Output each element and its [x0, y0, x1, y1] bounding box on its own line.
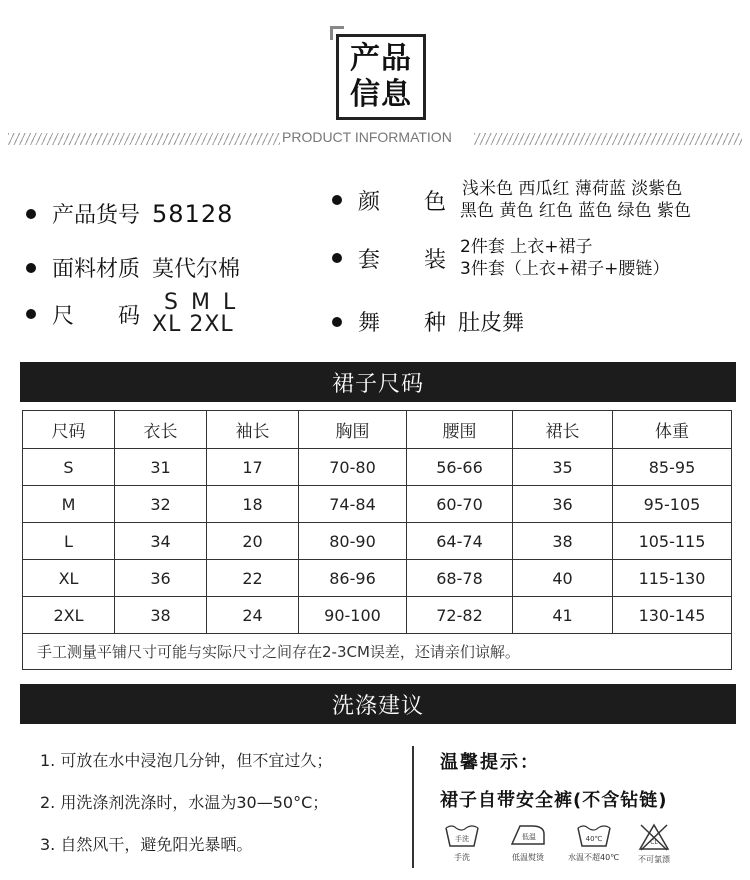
bullet-icon: [332, 195, 342, 205]
bullet-icon: [26, 209, 36, 219]
divider-subtitle: PRODUCT INFORMATION: [282, 129, 452, 145]
product-info: [0, 170, 750, 350]
table-cell: 85-95: [613, 449, 732, 486]
wash-40-symbol: 40℃: [585, 835, 602, 843]
table-cell: 20: [207, 523, 299, 560]
wash-item: 3. 自然风干，避免阳光暴晒。: [40, 835, 253, 854]
bullet-icon: [332, 317, 342, 327]
title-line-2: 信息: [350, 77, 412, 112]
wash-section: [0, 740, 750, 880]
table-cell: 36: [115, 560, 207, 597]
measurement-note: 手工测量平铺尺寸可能与实际尺寸之间存在2-3CM误差，还请亲们谅解。: [23, 634, 732, 670]
table-header-cell: 腰围: [407, 411, 513, 449]
table-header-cell: 裙长: [513, 411, 613, 449]
low-iron-icon: [508, 822, 548, 863]
table-cell: 95-105: [613, 486, 732, 523]
table-cell: 74-84: [299, 486, 407, 523]
table-cell: 130-145: [613, 597, 732, 634]
table-cell: 35: [513, 449, 613, 486]
title-box: [336, 34, 426, 120]
sizes-line-2: XL 2XL: [152, 312, 234, 337]
table-cell: 72-82: [407, 597, 513, 634]
table-note-row: [23, 634, 732, 670]
hand-wash-symbol: 手洗: [455, 835, 469, 843]
table-header-cell: 衣长: [115, 411, 207, 449]
info-row-size: [26, 292, 238, 336]
no-bleach-symbol: CL: [650, 839, 658, 846]
table-header-cell: 体重: [613, 411, 732, 449]
table-header-cell: 袖长: [207, 411, 299, 449]
wash-instructions: [40, 748, 332, 874]
material-label: 面料材质: [52, 257, 141, 282]
info-row-dance: [332, 306, 524, 337]
title-line-1: 产品: [350, 41, 412, 76]
table-cell: 38: [513, 523, 613, 560]
color-values: [460, 178, 691, 222]
bullet-icon: [26, 263, 36, 273]
color-label: 颜 色: [358, 189, 447, 215]
table-cell: 38: [115, 597, 207, 634]
vertical-divider: [412, 746, 414, 868]
dance-value: 肚皮舞: [458, 311, 525, 336]
table-cell: M: [23, 486, 115, 523]
no-bleach-label: 不可氯漂: [638, 855, 670, 864]
set-values: [460, 236, 669, 280]
table-cell: 68-78: [407, 560, 513, 597]
table-cell: 70-80: [299, 449, 407, 486]
table-cell: 36: [513, 486, 613, 523]
item-no-value: 58128: [152, 199, 234, 228]
table-cell: 60-70: [407, 486, 513, 523]
table-cell: 22: [207, 560, 299, 597]
section-divider: [0, 128, 750, 154]
table-header-cell: 胸围: [299, 411, 407, 449]
table-cell: 2XL: [23, 597, 115, 634]
colors-line-2: 黑色 黄色 红色 蓝色 绿色 紫色: [460, 201, 692, 221]
dance-label: 舞 种: [358, 311, 447, 336]
table-cell: 105-115: [613, 523, 732, 560]
info-row-material: [26, 252, 240, 283]
size-values: [152, 292, 238, 336]
colors-line-1: 浅米色 西瓜红 薄荷蓝 淡紫色: [462, 179, 683, 199]
table-cell: 40: [513, 560, 613, 597]
wash-item: 1. 可放在水中浸泡几分钟，但不宜过久；: [40, 751, 333, 770]
table-row: [23, 486, 732, 523]
table-cell: 34: [115, 523, 207, 560]
table-cell: 90-100: [299, 597, 407, 634]
hatch-right: [474, 133, 742, 145]
info-row-item-no: [26, 198, 233, 229]
bullet-icon: [332, 253, 342, 263]
table-cell: 24: [207, 597, 299, 634]
table-header-cell: 尺码: [23, 411, 115, 449]
tips-text: 裙子自带安全裤(不含钻链): [440, 790, 668, 811]
hatch-left: [8, 133, 280, 145]
wash-40-label: 水温不超40℃: [568, 853, 620, 862]
table-cell: 18: [207, 486, 299, 523]
table-cell: 31: [115, 449, 207, 486]
table-header-row: [23, 411, 732, 449]
size-section-header: 裙子尺码: [20, 362, 736, 402]
bullet-icon: [26, 309, 36, 319]
low-iron-label: 低温熨烫: [512, 853, 544, 862]
table-cell: 56-66: [407, 449, 513, 486]
table-row: [23, 523, 732, 560]
wash-40-icon: [568, 822, 619, 863]
sizes-line-1: S M L: [164, 290, 239, 315]
low-iron-symbol: 低温: [522, 833, 536, 841]
size-label: 尺 码: [52, 303, 141, 329]
hand-wash-label: 手洗: [454, 853, 470, 862]
table-cell: 115-130: [613, 560, 732, 597]
set-label: 套 装: [358, 247, 447, 273]
table-cell: S: [23, 449, 115, 486]
no-bleach-icon: [638, 822, 670, 865]
table-row: [23, 449, 732, 486]
table-cell: 32: [115, 486, 207, 523]
info-row-set: [332, 236, 669, 280]
wash-item: 2. 用洗涤剂洗涤时，水温为30—50°C；: [40, 793, 329, 812]
table-row: [23, 560, 732, 597]
set-line-2: 3件套（上衣+裙子+腰链）: [460, 259, 670, 279]
info-row-color: [332, 178, 691, 222]
table-cell: 41: [513, 597, 613, 634]
item-no-label: 产品货号: [52, 203, 141, 228]
material-value: 莫代尔棉: [152, 257, 241, 282]
wash-section-header: 洗涤建议: [20, 684, 736, 724]
set-line-1: 2件套 上衣+裙子: [460, 237, 593, 257]
table-cell: L: [23, 523, 115, 560]
table-row: [23, 597, 732, 634]
table-cell: XL: [23, 560, 115, 597]
table-cell: 80-90: [299, 523, 407, 560]
hand-wash-icon: [444, 822, 480, 863]
tips-title: 温馨提示：: [440, 752, 540, 773]
table-cell: 86-96: [299, 560, 407, 597]
table-cell: 17: [207, 449, 299, 486]
table-cell: 64-74: [407, 523, 513, 560]
title-block: [330, 26, 430, 122]
size-table: [22, 410, 732, 670]
